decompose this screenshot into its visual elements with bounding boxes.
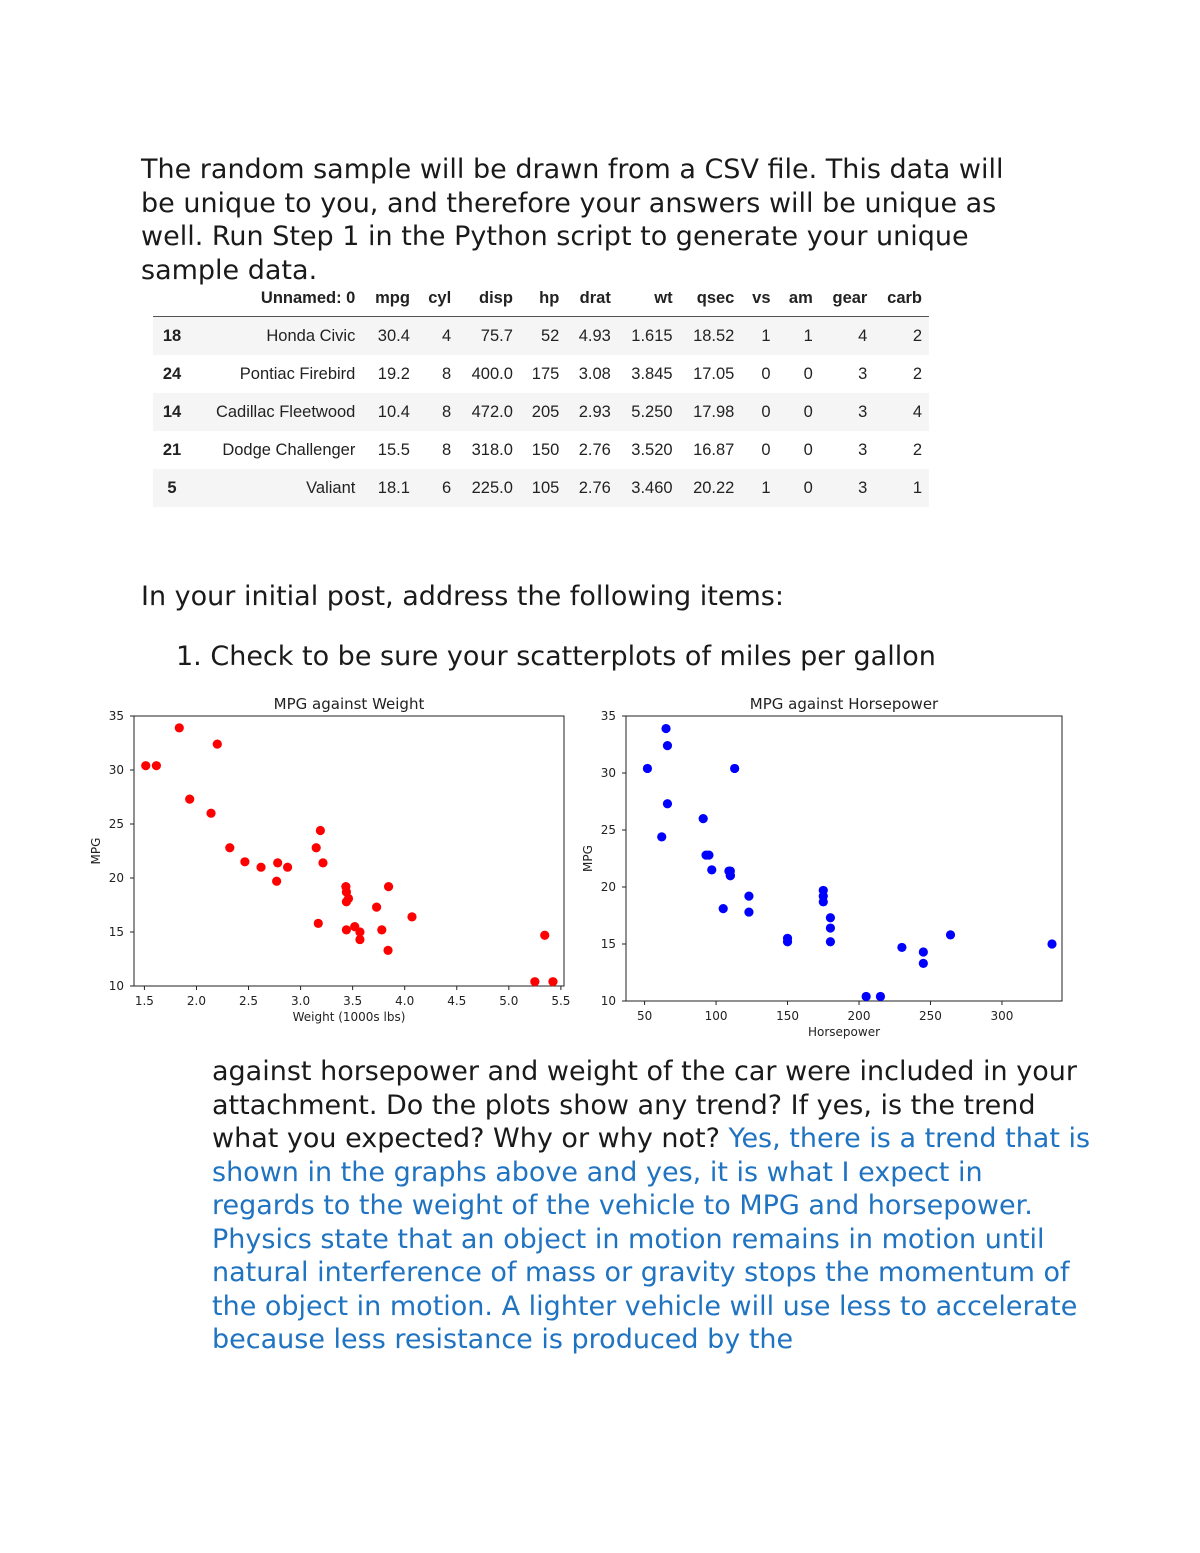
column-header bbox=[153, 283, 191, 317]
table-cell: Honda Civic bbox=[191, 317, 362, 356]
table-cell: 3.845 bbox=[631, 364, 673, 383]
scatter-point bbox=[175, 723, 184, 732]
scatter-point bbox=[407, 912, 416, 921]
scatter-point bbox=[540, 931, 549, 940]
chart-title: MPG against Weight bbox=[273, 695, 425, 713]
answer-text: Yes, there is a trend that is shown in the graphs above and yes, it is what I expect in regards to the weight of the vehicle to MPG and horsepower. Physics state that an object in motion remains in motion until natural interference of mass or gravity stops the momentum of the object in motion. A lighter vehicle will use less to accelerate because less resistance is produced by the bbox=[212, 1123, 1091, 1355]
scatter-point bbox=[314, 919, 323, 928]
table-cell: 1 bbox=[741, 317, 777, 356]
y-axis-label: MPG bbox=[89, 837, 103, 865]
scatter-point bbox=[657, 832, 666, 841]
table-cell: 17.05 bbox=[693, 364, 735, 383]
scatter-point bbox=[876, 992, 885, 1001]
column-header: drat bbox=[566, 283, 618, 317]
scatter-point bbox=[383, 946, 392, 955]
table-cell: 472.0 bbox=[458, 393, 520, 431]
mpg-weight-scatter-chart bbox=[84, 690, 570, 1035]
scatter-point bbox=[530, 977, 539, 986]
table-cell: 1.615 bbox=[618, 317, 680, 356]
row-index-cell: 5 bbox=[153, 469, 191, 507]
scatter-point bbox=[355, 935, 364, 944]
x-tick-label: 150 bbox=[776, 1009, 799, 1023]
table-cell: 0 bbox=[778, 393, 820, 431]
x-tick-label: 100 bbox=[704, 1009, 728, 1023]
table-cell: 30.4 bbox=[362, 317, 417, 356]
table-cell: 17.98 bbox=[680, 393, 742, 431]
column-header: cyl bbox=[417, 283, 458, 317]
column-header: carb bbox=[874, 283, 929, 317]
table-cell: 19.2 bbox=[377, 364, 410, 383]
table-row bbox=[153, 317, 929, 356]
table-cell: 0 bbox=[803, 364, 813, 383]
scatter-point bbox=[273, 858, 282, 867]
x-tick-label: 3.5 bbox=[343, 994, 363, 1008]
table-cell: 1 bbox=[874, 469, 929, 507]
scatter-point bbox=[225, 843, 234, 852]
table-cell: 205 bbox=[520, 393, 566, 431]
table-body bbox=[153, 317, 929, 508]
list-item-1 bbox=[176, 640, 1076, 674]
mpg-horsepower-scatter-chart bbox=[570, 690, 1068, 1045]
table-cell: 75.7 bbox=[458, 317, 520, 356]
table-header-row bbox=[153, 283, 929, 317]
y-tick-label: 25 bbox=[600, 823, 616, 837]
x-tick-label: 4.5 bbox=[447, 994, 467, 1008]
table-cell: 0 bbox=[741, 393, 777, 431]
table-cell: 52 bbox=[520, 317, 566, 356]
column-header: vs bbox=[741, 283, 777, 317]
y-tick-label: 35 bbox=[108, 709, 124, 723]
scatter-point bbox=[946, 930, 955, 939]
table-row bbox=[153, 469, 929, 507]
scatter-point bbox=[663, 741, 672, 750]
table-cell: 4 bbox=[417, 317, 458, 356]
column-header: qsec bbox=[680, 283, 742, 317]
y-tick-label: 10 bbox=[108, 979, 124, 993]
intro-paragraph: The random sample will be drawn from a CSV file. This data will be unique to you, and therefore your answers will be unique as well. Run Step 1 in the Python script to generate your unique sample data. bbox=[141, 154, 1004, 286]
table-cell: 3 bbox=[820, 393, 875, 431]
table-cell: 225.0 bbox=[458, 469, 520, 507]
table-cell: 1 bbox=[741, 469, 777, 507]
scatter-point bbox=[548, 977, 557, 986]
table-cell: 3.08 bbox=[578, 364, 611, 383]
scatter-point bbox=[826, 937, 835, 946]
row-index-cell: 21 bbox=[162, 440, 182, 459]
x-axis-label: Horsepower bbox=[807, 1025, 881, 1039]
scatter-point bbox=[283, 863, 292, 872]
y-tick-label: 15 bbox=[108, 925, 124, 939]
table-cell: 4.93 bbox=[566, 317, 618, 356]
scatter-point bbox=[707, 865, 716, 874]
table-row bbox=[153, 431, 929, 469]
row-index-cell: 14 bbox=[153, 393, 191, 431]
scatter-point bbox=[730, 764, 739, 773]
table-cell: 3 bbox=[858, 364, 868, 383]
x-tick-label: 4.0 bbox=[395, 994, 415, 1008]
table-cell: 400.0 bbox=[471, 364, 513, 383]
scatter-point bbox=[342, 925, 351, 934]
scatter-point bbox=[919, 959, 928, 968]
table-cell: 1 bbox=[778, 317, 820, 356]
table-cell: 5.250 bbox=[618, 393, 680, 431]
scatter-point bbox=[726, 866, 735, 875]
scatter-point bbox=[272, 877, 281, 886]
x-tick-label: 200 bbox=[847, 1009, 871, 1023]
table-cell: 2 bbox=[912, 440, 922, 459]
table-row bbox=[153, 355, 929, 393]
table-cell: 8 bbox=[417, 393, 458, 431]
scatter-point bbox=[704, 850, 713, 859]
column-header: Unnamed: 0 bbox=[191, 283, 362, 317]
scatter-point bbox=[643, 764, 652, 773]
column-header: mpg bbox=[362, 283, 417, 317]
table-cell: 10.4 bbox=[362, 393, 417, 431]
table-cell: 2.93 bbox=[566, 393, 618, 431]
plot-frame bbox=[134, 716, 564, 986]
table-cell: 20.22 bbox=[680, 469, 742, 507]
table-cell: 150 bbox=[531, 440, 560, 459]
table-cell: 3.520 bbox=[631, 440, 673, 459]
scatter-point bbox=[819, 892, 828, 901]
table-cell: 16.87 bbox=[693, 440, 735, 459]
scatter-point bbox=[318, 858, 327, 867]
scatter-point bbox=[344, 894, 353, 903]
scatter-point bbox=[377, 925, 386, 934]
table-cell: 18.52 bbox=[680, 317, 742, 356]
table-cell: Dodge Challenger bbox=[222, 440, 356, 459]
plot-frame bbox=[626, 716, 1062, 1001]
y-tick-label: 10 bbox=[600, 994, 616, 1008]
x-tick-label: 2.5 bbox=[238, 994, 259, 1008]
scatter-point bbox=[152, 761, 161, 770]
table-cell: 2.76 bbox=[578, 440, 611, 459]
question-text: against horsepower and weight of the car were included in your attachment. Do the plots show any trend? If yes, is the trend what you expected? Why or why not? bbox=[212, 1056, 1077, 1154]
y-tick-label: 20 bbox=[108, 871, 124, 885]
scatter-point bbox=[185, 795, 194, 804]
table-cell: 0 bbox=[761, 440, 771, 459]
column-header: am bbox=[778, 283, 820, 317]
column-header: gear bbox=[820, 283, 875, 317]
scatter-point bbox=[384, 882, 393, 891]
x-tick-label: 50 bbox=[636, 1009, 653, 1023]
table-cell: 3.460 bbox=[618, 469, 680, 507]
scatter-point bbox=[744, 907, 753, 916]
table-cell: 2.76 bbox=[566, 469, 618, 507]
table-cell: 8 bbox=[441, 364, 452, 383]
x-tick-label: 250 bbox=[919, 1009, 942, 1023]
y-tick-label: 35 bbox=[600, 709, 616, 723]
table-cell: 6 bbox=[417, 469, 458, 507]
table-cell: 175 bbox=[531, 364, 560, 383]
x-tick-label: 5.5 bbox=[551, 994, 570, 1008]
scatter-point bbox=[826, 923, 835, 932]
y-tick-label: 30 bbox=[108, 763, 124, 777]
table-cell: 3 bbox=[858, 440, 868, 459]
y-tick-label: 20 bbox=[600, 880, 616, 894]
table-cell: 15.5 bbox=[377, 440, 410, 459]
scatter-point bbox=[141, 761, 150, 770]
initial-post-prompt: In your initial post, address the following items: bbox=[141, 581, 784, 612]
scatter-point bbox=[312, 843, 321, 852]
list-item-1-continuation bbox=[212, 1055, 1092, 1357]
y-axis-label: MPG bbox=[581, 845, 595, 872]
scatter-point bbox=[372, 903, 381, 912]
scatter-point bbox=[316, 826, 325, 835]
scatter-point bbox=[862, 992, 871, 1001]
scatter-point bbox=[240, 857, 249, 866]
table-cell: 8 bbox=[441, 440, 452, 459]
scatter-point bbox=[1047, 939, 1056, 948]
y-tick-label: 30 bbox=[600, 766, 616, 780]
x-tick-label: 2.0 bbox=[186, 994, 207, 1008]
scatter-point bbox=[256, 863, 265, 872]
y-tick-label: 15 bbox=[600, 937, 616, 951]
table-cell: 0 bbox=[761, 364, 771, 383]
x-axis-label: Weight (1000s lbs) bbox=[292, 1010, 406, 1024]
table-cell: Valiant bbox=[191, 469, 362, 507]
table-cell: 18.1 bbox=[362, 469, 417, 507]
column-header: wt bbox=[618, 283, 680, 317]
scatter-point bbox=[206, 809, 215, 818]
row-index-cell: 24 bbox=[162, 364, 182, 383]
chart-title: MPG against Horsepower bbox=[749, 695, 939, 713]
scatter-point bbox=[699, 814, 708, 823]
table-cell: 2 bbox=[912, 364, 922, 383]
table-cell: 0 bbox=[778, 469, 820, 507]
x-tick-label: 3.0 bbox=[291, 994, 311, 1008]
column-header: disp bbox=[458, 283, 520, 317]
scatter-point bbox=[897, 943, 906, 952]
table-cell: Cadillac Fleetwood bbox=[191, 393, 362, 431]
scatter-point bbox=[719, 904, 728, 913]
table-cell: 3 bbox=[820, 469, 875, 507]
table-cell: 318.0 bbox=[471, 440, 513, 459]
table-cell: 105 bbox=[520, 469, 566, 507]
table-cell: 0 bbox=[803, 440, 813, 459]
scatter-point bbox=[919, 947, 928, 956]
x-tick-label: 1.5 bbox=[134, 994, 154, 1008]
scatter-point bbox=[744, 892, 753, 901]
scatter-point bbox=[783, 934, 792, 943]
x-tick-label: 5.0 bbox=[499, 994, 519, 1008]
table-cell: 4 bbox=[874, 393, 929, 431]
list-item-text: Check to be sure your scatterplots of miles per gallon bbox=[210, 641, 936, 672]
x-tick-label: 300 bbox=[990, 1009, 1014, 1023]
table-row bbox=[153, 393, 929, 431]
scatter-point bbox=[663, 799, 672, 808]
y-tick-label: 25 bbox=[108, 817, 124, 831]
table-cell: 4 bbox=[820, 317, 875, 356]
scatter-point bbox=[661, 724, 670, 733]
scatter-point bbox=[213, 739, 222, 748]
column-header: hp bbox=[520, 283, 566, 317]
sample-data-table bbox=[153, 283, 929, 507]
table-cell: 2 bbox=[874, 317, 929, 356]
scatter-point bbox=[826, 913, 835, 922]
table-cell: Pontiac Firebird bbox=[239, 364, 356, 383]
list-item-number: 1. bbox=[176, 641, 202, 672]
row-index-cell: 18 bbox=[153, 317, 191, 356]
